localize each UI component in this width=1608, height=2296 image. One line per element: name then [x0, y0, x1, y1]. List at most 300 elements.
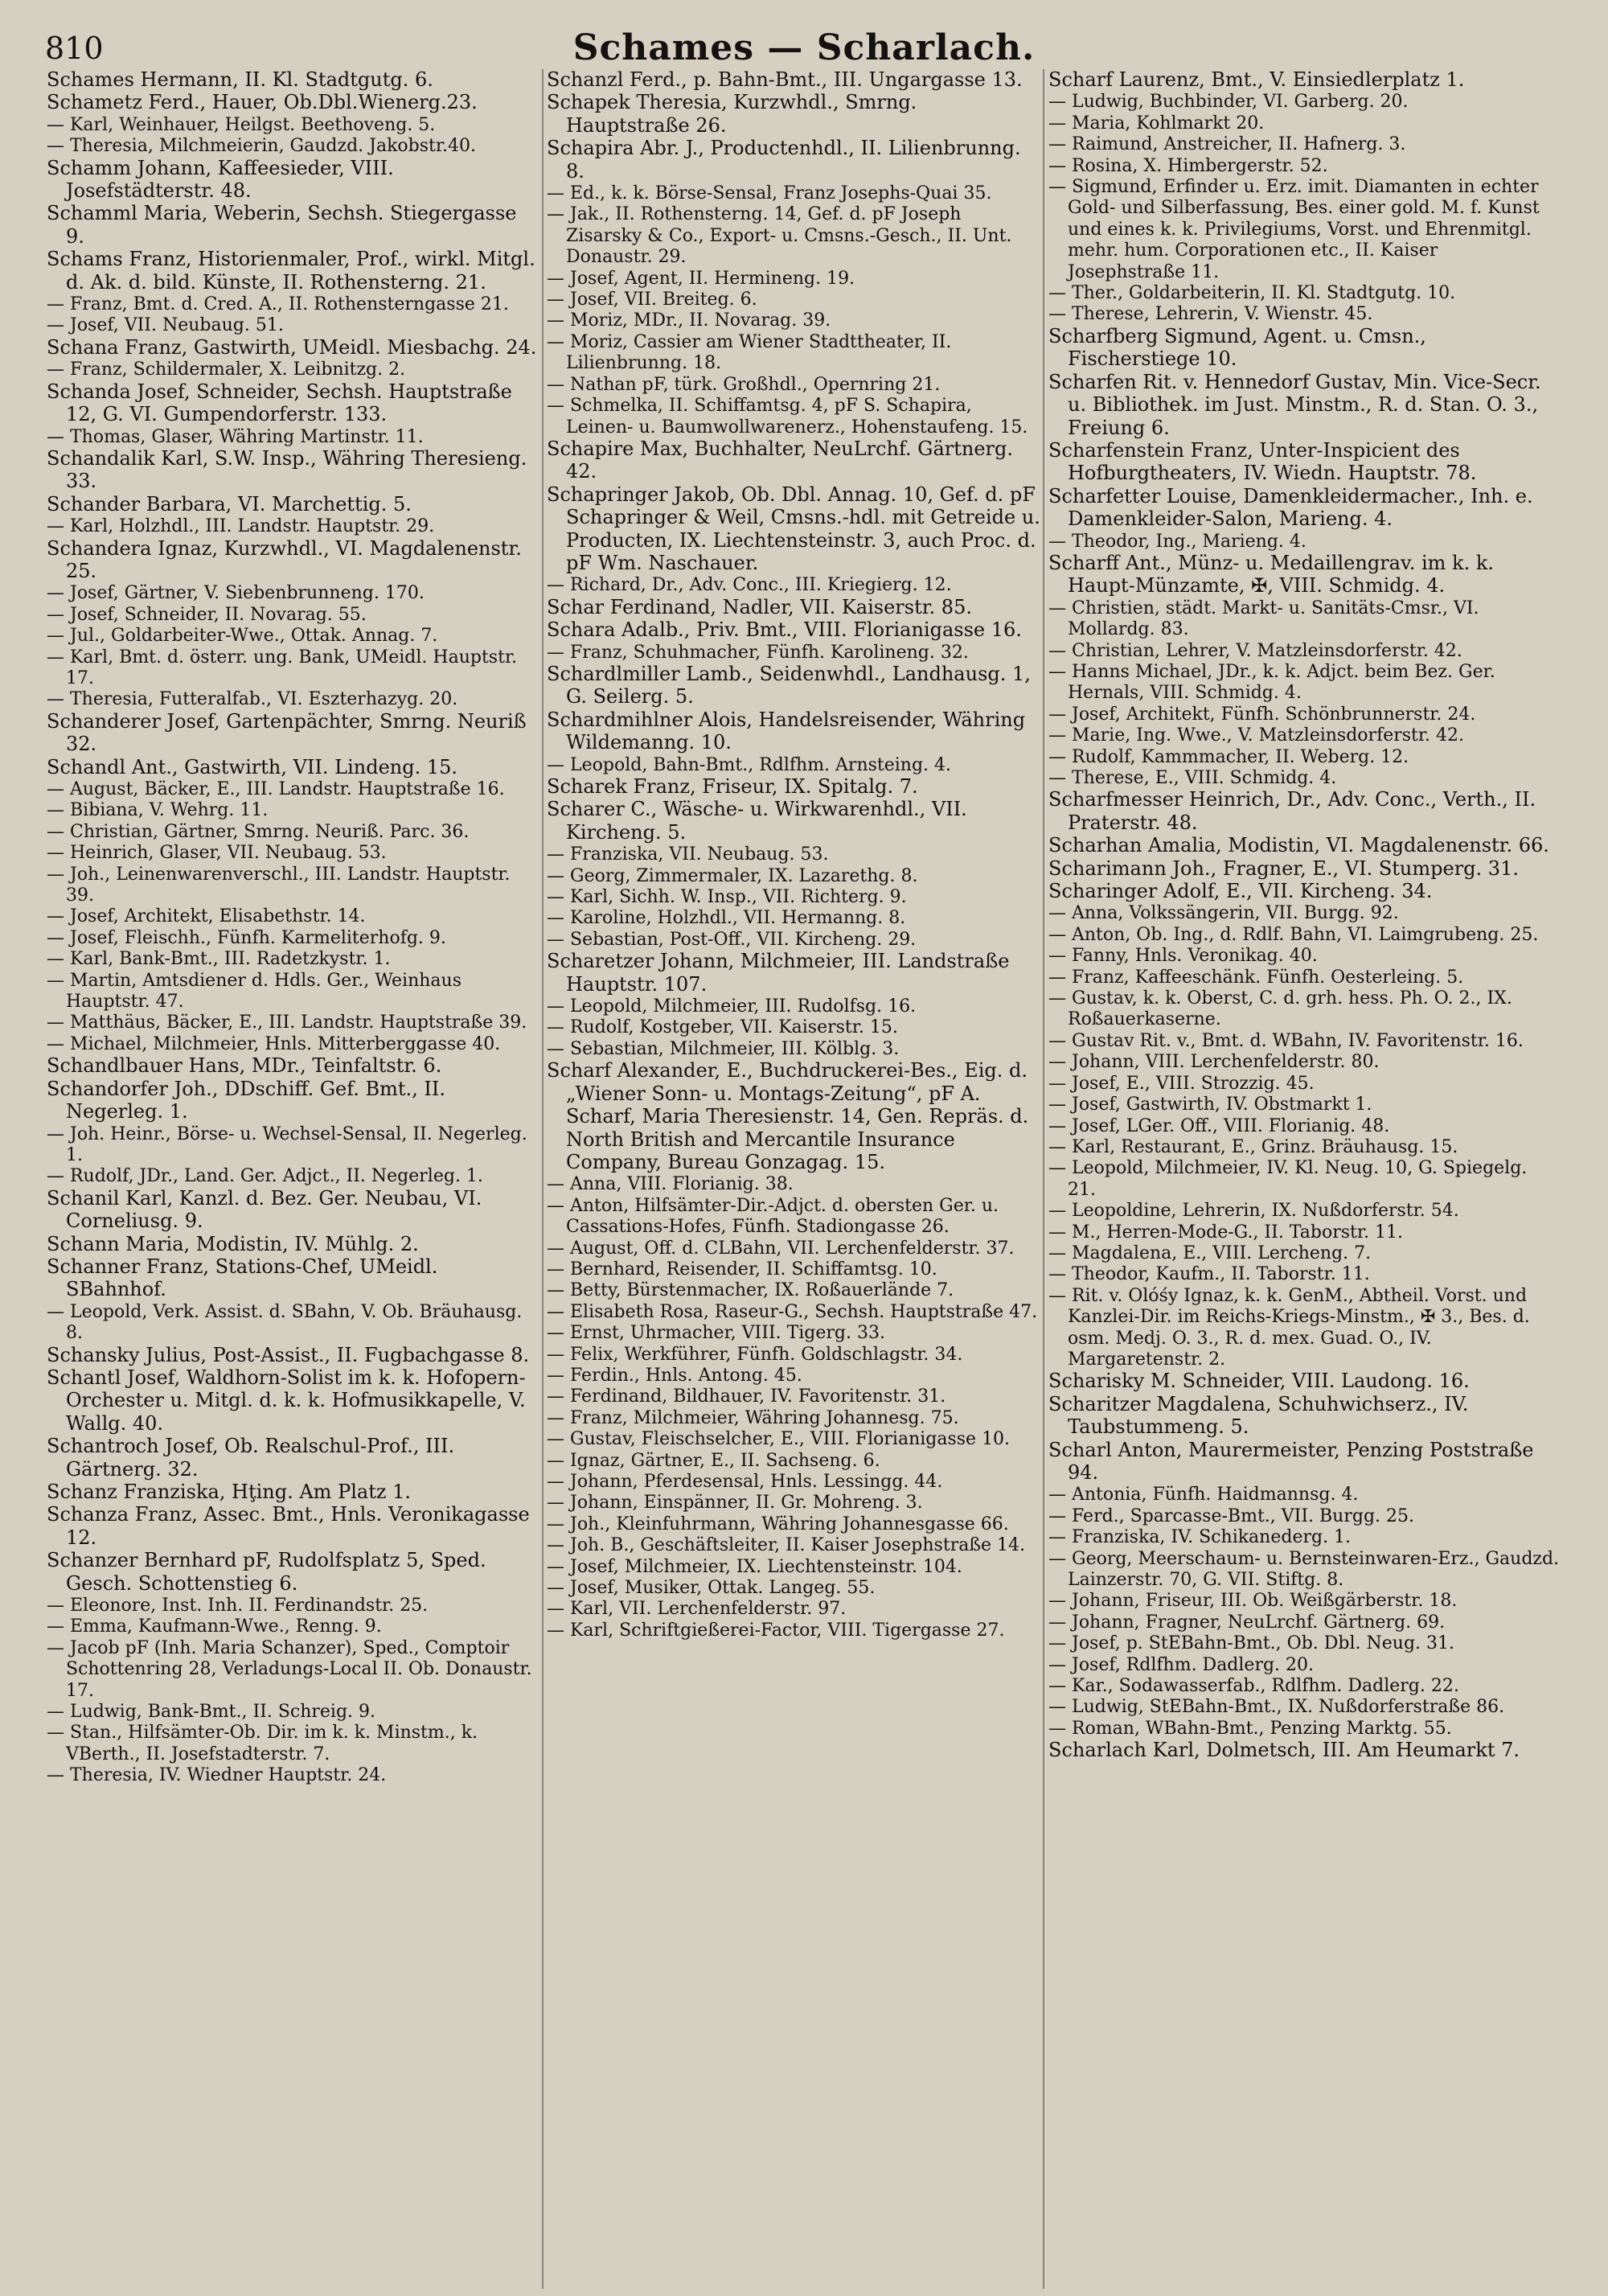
- directory-entry: [1048, 881, 1560, 903]
- entry-text: Schandl Ant., Gastwirth, VII. Lindeng. 15.: [47, 755, 458, 778]
- entry-text: — Johann, VIII. Lerchenfelderstr. 80.: [1048, 1052, 1380, 1073]
- entry-text: — Gustav, Fleischselcher, E., VIII. Florianigasse 10.: [547, 1429, 1011, 1450]
- entry-text: — Josef, Architekt, Elisabethstr. 14.: [47, 906, 366, 927]
- entry-text: Schandorfer Joh., DDschiff. Gef. Bmt., II. Negerleg. 1.: [47, 1077, 445, 1123]
- entry-text: Schamm Johann, Kaffeesieder, VIII. Josefstädterstr. 48.: [47, 156, 394, 203]
- directory-entry: [1048, 177, 1560, 283]
- entry-text: — Joh., Leinenwarenverschl., III. Landstr. Hauptstr. 39.: [47, 864, 511, 906]
- entry-text: Schardlmiller Lamb., Seidenwhdl., Landhausg. 1, G. Seilerg. 5.: [547, 662, 1031, 709]
- entry-text: — August, Off. d. CLBahn, VII. Lerchenfelderstr. 37.: [547, 1238, 1015, 1259]
- directory-entry: [547, 290, 1040, 310]
- entry-text: — Franz, Milchmeier, Währing Johannesg. 75.: [547, 1407, 959, 1428]
- directory-entry: [1048, 1394, 1560, 1440]
- entry-text: — Magdalena, E., VIII. Lercheng. 7.: [1048, 1242, 1372, 1263]
- directory-entry: [47, 1302, 540, 1345]
- entry-text: — Josef, VII. Neubaug. 51.: [47, 315, 284, 336]
- entry-text: Schanderer Josef, Gartenpächter, Smrng. Neuriß 32.: [47, 709, 527, 756]
- entry-text: — Gustav Rit. v., Bmt. d. WBahn, IV. Favoritenstr. 16.: [1048, 1030, 1524, 1051]
- directory-entry: [47, 1550, 540, 1596]
- directory-entry: [1048, 747, 1560, 768]
- entry-text: — Karl, Holzhdl., III. Landstr. Hauptstr. 29.: [47, 516, 435, 537]
- directory-entry: [1048, 283, 1560, 304]
- directory-entry: [1048, 725, 1560, 746]
- entry-text: — Theresia, IV. Wiedner Hauptstr. 24.: [47, 1765, 387, 1786]
- entry-text: Schandera Ignaz, Kurzwhdl., VI. Magdalenenstr. 25.: [47, 536, 522, 582]
- directory-entry: [47, 92, 540, 114]
- directory-entry: [547, 575, 1040, 596]
- entry-text: — Leopold, Milchmeier, III. Rudolfsg. 16.: [547, 996, 917, 1017]
- directory-entry: [47, 757, 540, 779]
- directory-entry: [547, 1280, 1040, 1301]
- directory-entry: [1048, 1052, 1560, 1073]
- entry-text: — Franz, Kaffeeschänk. Fünfh. Oesterleing. 5.: [1048, 967, 1464, 988]
- directory-entry: [47, 1034, 540, 1055]
- directory-entry: [547, 1238, 1040, 1259]
- entry-text: Scharf Laurenz, Bmt., V. Einsiedlerplatz 1.: [1048, 69, 1465, 91]
- entry-text: — Rudolf, JDr., Land. Ger. Adjct., II. Negerleg. 1.: [47, 1166, 483, 1187]
- entry-text: Schanzer Bernhard pF, Rudolfsplatz 5, Sped. Gesch. Schottenstieg 6.: [47, 1549, 486, 1595]
- directory-entry: [47, 1367, 540, 1436]
- entry-text: — Franz, Schildermaler, X. Leibnitzg. 2.: [47, 359, 406, 380]
- directory-entry: [47, 1188, 540, 1234]
- directory-entry: [47, 315, 540, 336]
- entry-text: — Franz, Bmt. d. Cred. A., II. Rothensterngasse 21.: [47, 294, 509, 315]
- directory-entry: [547, 930, 1040, 951]
- directory-entry: [547, 1386, 1040, 1407]
- entry-text: — Kar., Sodawasserfab., Rdlfhm. Dadlerg. 22.: [1048, 1676, 1459, 1697]
- entry-text: — Antonia, Fünfh. Haidmannsg. 4.: [1048, 1485, 1359, 1505]
- directory-entry: [1048, 1264, 1560, 1285]
- directory-entry: [1048, 326, 1560, 372]
- directory-entry: [547, 204, 1040, 268]
- entry-text: — Nathan pF, türk. Großhdl., Opernring 21.: [547, 374, 941, 395]
- directory-entry: [47, 779, 540, 800]
- entry-text: — Rit. v. Olóśy Ignaz, k. k. GenM., Abtheil. Vorst. und Kanzlei-Dir. im Reichs-Kriegs-Minstm., ✠ 3., Bes. d. osm. Medj. O. 3., R. d. mex. Guad. O., IV. Margaretenstr. 2.: [1048, 1285, 1530, 1370]
- directory-entry: [47, 822, 540, 843]
- entry-text: Schander Barbara, VI. Marchettig. 5.: [47, 492, 412, 515]
- directory-entry: [1048, 946, 1560, 967]
- directory-entry: [1048, 156, 1560, 177]
- directory-entry: [47, 605, 540, 626]
- directory-entry: [1048, 486, 1560, 532]
- directory-entry: [47, 359, 540, 380]
- directory-entry: [547, 1493, 1040, 1514]
- entry-text: — Karl, Schriftgießerei-Factor, VIII. Tigergasse 27.: [547, 1620, 1005, 1641]
- directory-entry: [547, 1535, 1040, 1556]
- entry-text: — Johann, Pferdesensal, Hnls. Lessingg. 44.: [547, 1472, 943, 1492]
- entry-text: Scharf Alexander, E., Buchdruckerei-Bes., Eig. d. „Wiener Sonn- u. Montags-Zeitung“, pF A. Scharf, Maria Theresienstr. 14, Gen. Repräs. d. North British and Mercantile Insurance Company, Bureau Gonzagag. 15.: [547, 1059, 1029, 1173]
- directory-entry: [547, 663, 1040, 709]
- directory-entry: [547, 619, 1040, 642]
- entry-text: Scharlach Karl, Dolmetsch, III. Am Heumarkt 7.: [1048, 1739, 1520, 1762]
- directory-entry: [47, 136, 540, 157]
- entry-text: Schar Ferdinand, Nadler, VII. Kaiserstr. 85.: [547, 595, 972, 618]
- directory-entry: [547, 1514, 1040, 1535]
- directory-entry: [1048, 1031, 1560, 1052]
- directory-entry: [547, 183, 1040, 204]
- entry-text: Schapire Max, Buchhalter, NeuLrchf. Gärtnerg. 42.: [547, 437, 1014, 483]
- entry-text: — Anna, VIII. Florianig. 38.: [547, 1174, 794, 1195]
- entry-text: — Ludwig, Buchbinder, VI. Garberg. 20.: [1048, 92, 1409, 113]
- entry-text: Schamml Maria, Weberin, Sechsh. Stiegergasse 9.: [47, 202, 517, 248]
- entry-text: — Bernhard, Reisender, II. Schiffamtsg. 10.: [547, 1259, 937, 1279]
- entry-text: Schames Hermann, II. Kl. Stadtgutg. 6.: [47, 69, 433, 91]
- entry-text: Schantroch Josef, Ob. Realschul-Prof., III. Gärtnerg. 32.: [47, 1435, 455, 1481]
- directory-entry: [47, 843, 540, 864]
- directory-entry: [47, 971, 540, 1013]
- directory-entry: [547, 69, 1040, 92]
- directory-entry: [47, 626, 540, 647]
- entry-text: — Georg, Zimmermaler, IX. Lazarethg. 8.: [547, 865, 918, 886]
- entry-text: — Sebastian, Milchmeier, III. Kölblg. 3.: [547, 1038, 900, 1059]
- directory-entry: [47, 1638, 540, 1702]
- directory-entry: [547, 1366, 1040, 1386]
- directory-entry: [47, 1702, 540, 1723]
- entry-text: — Josef, p. StEBahn-Bmt., Ob. Dbl. Neug. 31.: [1048, 1633, 1455, 1654]
- directory-entry: [1048, 662, 1560, 704]
- directory-entry: [547, 1557, 1040, 1578]
- directory-entry: [1048, 1201, 1560, 1222]
- page-number: 810: [45, 31, 104, 66]
- entry-text: — Ludwig, Bank-Bmt., II. Schreig. 9.: [47, 1702, 376, 1723]
- directory-entry: [547, 1196, 1040, 1238]
- entry-text: — Rudolf, Kostgeber, VII. Kaiserstr. 15.: [547, 1017, 898, 1038]
- entry-text: — Christien, städt. Markt- u. Sanitäts-Cmsr., VI. Mollardg. 83.: [1048, 598, 1479, 640]
- entry-text: Scharinger Adolf, E., VII. Kircheng. 34.: [1048, 880, 1433, 903]
- directory-entry: [1048, 372, 1560, 440]
- directory-entry: [547, 310, 1040, 331]
- entry-text: — Emma, Kaufmann-Wwe., Renng. 9.: [47, 1616, 382, 1637]
- directory-entry: [47, 1078, 540, 1124]
- directory-entry: [547, 484, 1040, 576]
- entry-text: — Fanny, Hnls. Veronikag. 40.: [1048, 946, 1318, 967]
- entry-text: — Anton, Hilfsämter-Dir.-Adjct. d. obersten Ger. u. Cassations-Hofes, Fünfh. Stadiongasse 26.: [547, 1195, 999, 1238]
- directory-entry: [47, 800, 540, 821]
- entry-text: — Ferd., Sparcasse-Bmt., VII. Burgg. 25.: [1048, 1505, 1415, 1526]
- directory-entry: [547, 1174, 1040, 1195]
- directory-entry: [1048, 1440, 1560, 1485]
- entry-text: — Georg, Meerschaum- u. Bernsteinwaren-Erz., Gaudzd. Lainzerstr. 70, G. VII. Stiftg. 8.: [1048, 1548, 1560, 1591]
- directory-entry: [547, 332, 1040, 375]
- directory-entry: [547, 1620, 1040, 1641]
- directory-entry: [1048, 768, 1560, 789]
- entry-text: — Karl, Restaurant, E., Grinz. Bräuhausg. 15.: [1048, 1136, 1458, 1157]
- entry-text: — Roman, WBahn-Bmt., Penzing Marktg. 55.: [1048, 1718, 1452, 1739]
- entry-text: — Josef, Fleischh., Fünfh. Karmeliterhofg. 9.: [47, 927, 446, 948]
- entry-text: — Karl, Sichh. W. Insp., VII. Richterg. 9.: [547, 887, 907, 908]
- entry-text: — Joh. Heinr., Börse- u. Wechsel-Sensal, II. Negerleg. 1.: [47, 1123, 527, 1165]
- directory-entry: [1048, 1222, 1560, 1243]
- entry-text: — Moriz, Cassier am Wiener Stadttheater, II. Lilienbrunng. 18.: [547, 331, 952, 374]
- entry-text: Schapira Abr. J., Productenhdl., II. Lilienbrunng. 8.: [547, 137, 1021, 183]
- page-title: Schames — Scharlach.: [572, 27, 1036, 68]
- directory-entry: [1048, 1370, 1560, 1393]
- directory-entry: [547, 776, 1040, 799]
- directory-entry: [547, 1408, 1040, 1429]
- entry-text: — Richard, Dr., Adv. Conc., III. Kriegierg. 12.: [547, 575, 952, 596]
- directory-entry: [1048, 1243, 1560, 1264]
- entry-text: — Ernst, Uhrmacher, VIII. Tigerg. 33.: [547, 1323, 885, 1344]
- entry-text: — Karl, Bmt. d. österr. ung. Bank, UMeidl. Hauptstr. 17.: [47, 647, 518, 688]
- column-divider: [542, 69, 544, 2289]
- directory-entry: [47, 928, 540, 949]
- entry-text: — Matthäus, Bäcker, E., III. Landstr. Hauptstraße 39.: [47, 1012, 527, 1033]
- entry-text: Schams Franz, Historienmaler, Prof., wirkl. Mitgl. d. Ak. d. bild. Künste, II. Rothensterng. 21.: [47, 248, 535, 294]
- directory-entry: [47, 427, 540, 448]
- entry-text: — Karl, Weinhauer, Heilgst. Beethoveng. 5.: [47, 114, 436, 135]
- directory-entry: [47, 1596, 540, 1616]
- directory-entry: [47, 711, 540, 757]
- entry-text: — Leopoldine, Lehrerin, IX. Nußdorferstr. 54.: [1048, 1201, 1459, 1222]
- directory-entry: [547, 1578, 1040, 1599]
- entry-text: Scharfmesser Heinrich, Dr., Adv. Conc., Verth., II. Praterstr. 48.: [1048, 788, 1536, 834]
- entry-text: Schanner Franz, Stations-Chef, UMeidl. SBahnhof.: [47, 1255, 438, 1301]
- directory-entry: [547, 597, 1040, 619]
- entry-text: Schann Maria, Modistin, IV. Mühlg. 2.: [47, 1232, 419, 1255]
- entry-text: Scharetzer Johann, Milchmeier, III. Landstraße Hauptstr. 107.: [547, 950, 1010, 996]
- entry-text: — Josef, Architekt, Fünfh. Schönbrunnerstr. 24.: [1048, 704, 1476, 725]
- entry-text: — Ferdinand, Bildhauer, IV. Favoritenstr. 31.: [547, 1386, 946, 1407]
- directory-entry: [47, 69, 540, 92]
- entry-text: — Josef, Gärtner, V. Siebenbrunneng. 170.: [47, 583, 425, 604]
- entry-text: — Theresia, Futteralfab., VI. Eszterhazyg. 20.: [47, 689, 458, 710]
- entry-text: — Elisabeth Rosa, Raseur-G., Sechsh. Hauptstraße 47.: [547, 1301, 1038, 1322]
- entry-text: — Ther., Goldarbeiterin, II. Kl. Stadtgutg. 10.: [1048, 283, 1456, 304]
- directory-entry: [1048, 988, 1560, 1031]
- directory-entry: [1048, 1527, 1560, 1548]
- entry-text: — Jacob pF (Inh. Maria Schanzer), Sped., Comptoir Schottenring 28, Verladungs-Local II. Ob. Donaustr. 17.: [47, 1637, 532, 1701]
- directory-entry: [47, 203, 540, 248]
- directory-entry: [47, 1723, 540, 1765]
- entry-text: — Josef, Schneider, II. Novarag. 55.: [47, 604, 367, 625]
- directory-entry: [1048, 1506, 1560, 1527]
- entry-text: — Anton, Ob. Ing., d. Rdlf. Bahn, VI. Laimgrubeng. 25.: [1048, 924, 1539, 945]
- directory-entry: [47, 1124, 540, 1167]
- directory-entry: [1048, 967, 1560, 988]
- directory-entry: [547, 1302, 1040, 1323]
- entry-text: — Martin, Amtsdiener d. Hdls. Ger., Weinhaus Hauptstr. 47.: [47, 970, 462, 1012]
- directory-entry: [547, 799, 1040, 844]
- directory-entry: [547, 996, 1040, 1017]
- directory-entry: [1048, 704, 1560, 725]
- directory-entry: [547, 375, 1040, 396]
- directory-entry: [47, 248, 540, 294]
- entry-text: — Eleonore, Inst. Inh. II. Ferdinandstr. 25.: [47, 1596, 429, 1616]
- entry-text: — Ferdin., Hnls. Antong. 45.: [547, 1365, 802, 1386]
- directory-entry: [547, 438, 1040, 484]
- directory-entry: [47, 1436, 540, 1481]
- directory-entry: [47, 538, 540, 584]
- directory-entry: [47, 1504, 540, 1550]
- directory-entry: [547, 1323, 1040, 1344]
- entry-text: — Betty, Bürstenmacher, IX. Roßauerlände 7.: [547, 1280, 954, 1301]
- entry-text: — Ludwig, StEBahn-Bmt., IX. Nußdorferstraße 86.: [1048, 1697, 1505, 1718]
- directory-entry: [1048, 1137, 1560, 1158]
- entry-text: — Rosina, X. Himbergerstr. 52.: [1048, 155, 1328, 176]
- directory-entry: [47, 906, 540, 927]
- directory-entry: [547, 92, 1040, 138]
- entry-text: — Karl, Bank-Bmt., III. Radetzkystr. 1.: [47, 949, 391, 970]
- directory-entry: [547, 643, 1040, 663]
- directory-entry: [1048, 789, 1560, 835]
- entry-text: Scharimann Joh., Fragner, E., VI. Stumperg. 31.: [1048, 856, 1519, 880]
- entry-text: Scharfen Rit. v. Hennedorf Gustav, Min. Vice-Secr. u. Bibliothek. im Just. Minstm., R. d. Stan. O. 3., Freiung 6.: [1048, 370, 1541, 439]
- directory-entry: [47, 1616, 540, 1637]
- entry-text: — Josef, Gastwirth, IV. Obstmarkt 1.: [1048, 1095, 1372, 1115]
- entry-text: — Therese, E., VIII. Schmidg. 4.: [1048, 768, 1337, 788]
- directory-entry: [1048, 1612, 1560, 1633]
- entry-text: — Stan., Hilfsämter-Ob. Dir. im k. k. Minstm., k. VBerth., II. Josefstadterstr. 7.: [47, 1723, 478, 1764]
- directory-entry: [547, 1017, 1040, 1038]
- directory-entry: [547, 709, 1040, 755]
- directory-entry: [47, 1765, 540, 1786]
- entry-text: Schardmihlner Alois, Handelsreisender, Währing Wildemanng. 10.: [547, 708, 1026, 754]
- directory-entry: [1048, 1676, 1560, 1697]
- directory-entry: [547, 1472, 1040, 1493]
- directory-entry: [1048, 552, 1560, 598]
- entry-text: — Jak., II. Rothensterng. 14, Gef. d. pF Joseph Zisarsky & Co., Export- u. Cmsns.-Gesch., II. Unt. Donaustr. 29.: [547, 204, 1012, 268]
- entry-text: — Christian, Lehrer, V. Matzleinsdorferstr. 42.: [1048, 640, 1462, 661]
- column-right: [1048, 69, 1560, 2289]
- entry-text: — Rudolf, Kammmacher, II. Weberg. 12.: [1048, 746, 1409, 767]
- directory-entry: [47, 448, 540, 494]
- entry-text: — Christian, Gärtner, Smrng. Neuriß. Parc. 36.: [47, 821, 470, 842]
- entry-text: — Karoline, Holzhdl., VII. Hermanng. 8.: [547, 908, 906, 929]
- entry-text: — Johann, Fragner, NeuLrchf. Gärtnerg. 69.: [1048, 1612, 1446, 1633]
- entry-text: Scharek Franz, Friseur, IX. Spitalg. 7.: [547, 775, 918, 798]
- entry-text: Scharhan Amalia, Modistin, VI. Magdalenenstr. 66.: [1048, 834, 1549, 857]
- directory-entry: [47, 1055, 540, 1078]
- directory-entry: [547, 866, 1040, 887]
- directory-entry: [1048, 1158, 1560, 1201]
- directory-entry: [1048, 113, 1560, 134]
- entry-text: — Marie, Ing. Wwe., V. Matzleinsdorferstr. 42.: [1048, 725, 1464, 746]
- entry-text: — Josef, E., VIII. Strozzig. 45.: [1048, 1073, 1315, 1094]
- entry-text: — Ignaz, Gärtner, E., II. Sachseng. 6.: [547, 1450, 880, 1471]
- directory-entry: [547, 396, 1040, 438]
- entry-text: — Anna, Volkssängerin, VII. Burgg. 92.: [1048, 903, 1399, 924]
- directory-entry: [1048, 69, 1560, 92]
- entry-text: Schandalik Karl, S.W. Insp., Währing Theresieng. 33.: [47, 446, 527, 493]
- directory-entry: [1048, 1655, 1560, 1676]
- entry-text: — Franziska, VII. Neubaug. 53.: [547, 844, 829, 865]
- entry-text: — Theresia, Milchmeierin, Gaudzd. Jakobstr.40.: [47, 136, 476, 157]
- entry-text: Schapringer Jakob, Ob. Dbl. Annag. 10, Gef. d. pF Schapringer & Weil, Cmsns.-hdl. mit Getreide u. Producten, IX. Liechtensteinstr. 3, auch Proc. d. pF Wm. Naschauer.: [547, 483, 1040, 574]
- entry-text: Scharitzer Magdalena, Schuhwichserz., IV. Taubstummeng. 5.: [1048, 1392, 1469, 1439]
- entry-text: — Bibiana, V. Wehrg. 11.: [47, 800, 269, 821]
- directory-entry: [47, 337, 540, 359]
- entry-text: — Josef, LGer. Off., VIII. Florianig. 48.: [1048, 1115, 1390, 1136]
- directory-entry: [47, 1166, 540, 1187]
- directory-entry: [1048, 134, 1560, 155]
- entry-text: — Johann, Einspänner, II. Gr. Mohreng. 3.: [547, 1493, 923, 1514]
- entry-text: — Josef, Rdlfhm. Dadlerg. 20.: [1048, 1654, 1315, 1675]
- entry-text: — Joh., Kleinfuhrmann, Währing Johannesgasse 66.: [547, 1514, 1009, 1534]
- directory-entry: [547, 755, 1040, 776]
- entry-text: — Franziska, IV. Schikanederg. 1.: [1048, 1527, 1352, 1548]
- directory-entry: [1048, 903, 1560, 924]
- directory-entry: [547, 951, 1040, 996]
- directory-entry: [47, 516, 540, 537]
- directory-entry: [47, 1481, 540, 1504]
- entry-text: — Josef, Milchmeier, IX. Liechtensteinstr. 104.: [547, 1556, 962, 1577]
- directory-entry: [547, 138, 1040, 183]
- entry-text: — Theodor, Ing., Marieng. 4.: [1048, 531, 1306, 552]
- directory-entry: [1048, 598, 1560, 641]
- entry-text: — Gustav, k. k. Oberst, C. d. grh. hess. Ph. O. 2., IX. Roßauerkaserne.: [1048, 988, 1512, 1030]
- entry-text: — Josef, Agent, II. Hermineng. 19.: [547, 268, 855, 289]
- directory-entry: [547, 1259, 1040, 1280]
- directory-entry: [47, 1256, 540, 1302]
- directory-entry: [1048, 92, 1560, 113]
- directory-entry: [547, 844, 1040, 865]
- directory-entry: [1048, 1074, 1560, 1095]
- directory-entry: [47, 583, 540, 604]
- directory-entry: [1048, 1633, 1560, 1654]
- directory-entry: [47, 1234, 540, 1256]
- entry-text: Schametz Ferd., Hauer, Ob.Dbl.Wienerg.23.: [47, 91, 478, 114]
- entry-text: — Hanns Michael, JDr., k. k. Adjct. beim Bez. Ger. Hernals, VIII. Schmidg. 4.: [1048, 661, 1495, 704]
- directory-entry: [47, 294, 540, 315]
- directory-entry: [1048, 440, 1560, 486]
- entry-text: Schanda Josef, Schneider, Sechsh. Hauptstraße 12, G. VI. Gumpendorferstr. 133.: [47, 380, 512, 426]
- directory-entry: [1048, 1719, 1560, 1739]
- directory-entry: [1048, 925, 1560, 946]
- directory-entry: [47, 115, 540, 136]
- entry-text: — Maria, Kohlmarkt 20.: [1048, 113, 1265, 133]
- entry-text: — Josef, VII. Breiteg. 6.: [547, 290, 757, 310]
- entry-text: — Thomas, Glaser, Währing Martinstr. 11.: [47, 426, 424, 447]
- entry-text: — Leopold, Bahn-Bmt., Rdlfhm. Arnsteing. 4.: [547, 754, 952, 775]
- entry-text: — Schmelka, II. Schiffamtsg. 4, pF S. Schapira, Leinen- u. Baumwollwarenerz., Hohenstaufeng. 15.: [547, 396, 1028, 437]
- directory-entry: [1048, 1697, 1560, 1718]
- entry-text: Schanil Karl, Kanzl. d. Bez. Ger. Neubau, VI. Corneliusg. 9.: [47, 1186, 482, 1233]
- directory-entry: [547, 269, 1040, 290]
- entry-text: Scharfetter Louise, Damenkleidermacher., Inh. e. Damenkleider-Salon, Marieng. 4.: [1048, 484, 1533, 531]
- entry-text: Schansky Julius, Post-Assist., II. Fugbachgasse 8.: [47, 1343, 530, 1366]
- directory-entry: [1048, 1549, 1560, 1592]
- entry-text: — Moriz, MDr., II. Novarag. 39.: [547, 310, 831, 331]
- entry-text: — Joh. B., Geschäftsleiter, II. Kaiser Josephstraße 14.: [547, 1535, 1026, 1556]
- directory-entry: [1048, 858, 1560, 881]
- column-left: [47, 69, 540, 2289]
- directory-entry: [547, 908, 1040, 929]
- entry-text: Schanza Franz, Assec. Bmt., Hnls. Veronikagasse 12.: [47, 1503, 530, 1549]
- directory-entry: [1048, 532, 1560, 552]
- directory-entry: [47, 1345, 540, 1367]
- entry-text: — Raimund, Anstreicher, II. Hafnerg. 3.: [1048, 134, 1406, 155]
- directory-entry: [547, 1599, 1040, 1620]
- column-middle: [547, 69, 1040, 2289]
- entry-text: — Josef, Musiker, Ottak. Langeg. 55.: [547, 1578, 876, 1599]
- entry-text: — Theodor, Kaufm., II. Taborstr. 11.: [1048, 1264, 1370, 1285]
- entry-text: — Heinrich, Glaser, VII. Neubaug. 53.: [47, 843, 387, 864]
- directory-entry: [1048, 1095, 1560, 1115]
- entry-text: Schapek Theresia, Kurzwhdl., Smrng. Hauptstraße 26.: [547, 91, 917, 137]
- entry-text: Schanz Franziska, Hţing. Am Platz 1.: [47, 1481, 412, 1503]
- directory-entry: [47, 865, 540, 907]
- directory-entry: [547, 1039, 1040, 1060]
- entry-text: — Johann, Friseur, III. Ob. Weißgärberstr. 18.: [1048, 1591, 1458, 1612]
- entry-text: Schana Franz, Gastwirth, UMeidl. Miesbachg. 24.: [47, 335, 537, 359]
- entry-text: Schanzl Ferd., p. Bahn-Bmt., III. Ungargasse 13.: [547, 69, 1023, 91]
- column-divider: [1043, 69, 1044, 2289]
- directory-entry: [1048, 1591, 1560, 1612]
- directory-entry: [47, 1012, 540, 1033]
- directory-entry: [47, 381, 540, 427]
- directory-entry: [47, 494, 540, 516]
- entry-text: — August, Bäcker, E., III. Landstr. Hauptstraße 16.: [47, 779, 505, 799]
